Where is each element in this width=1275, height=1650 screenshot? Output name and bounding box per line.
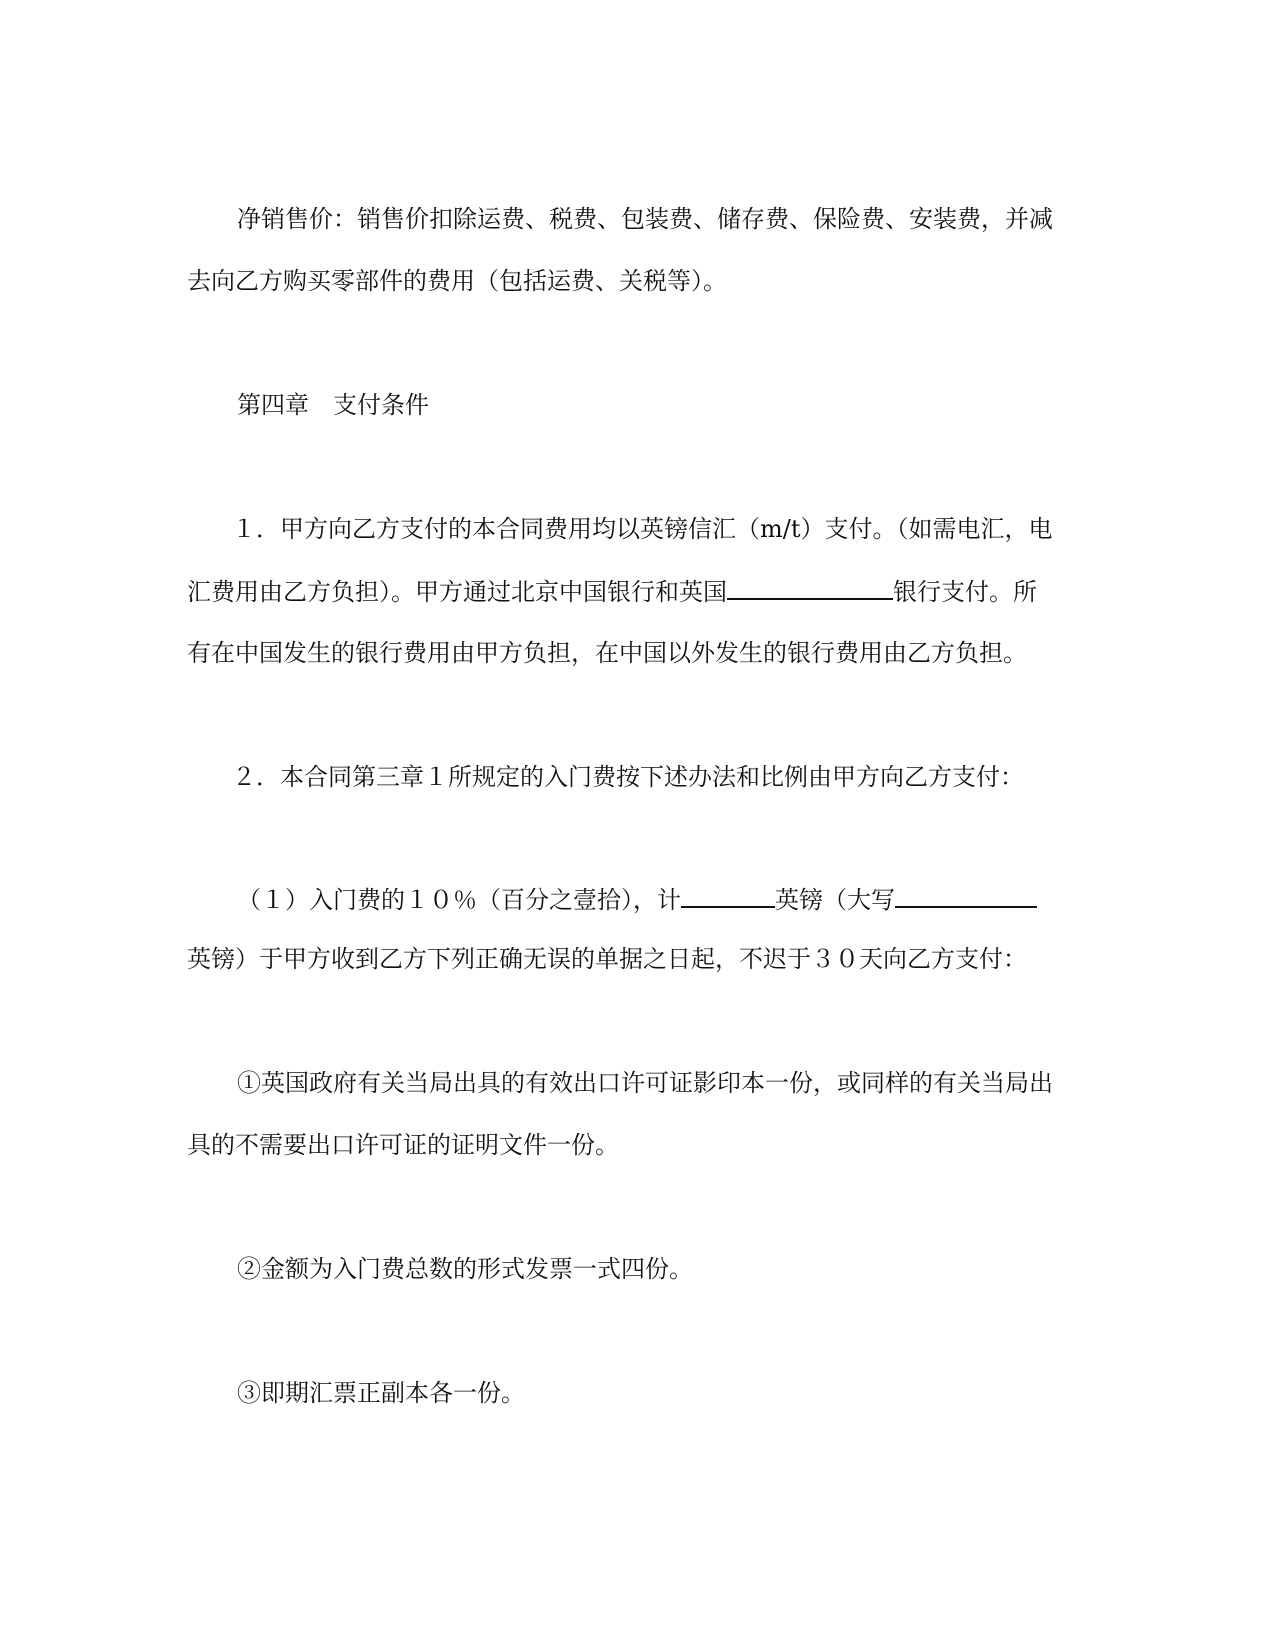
sub-clause-1-line-2: 英镑）于甲方收到乙方下列正确无误的单据之日起，不迟于３０天向乙方支付： [187, 945, 1027, 973]
item-3: ③即期汇票正副本各一份。 [237, 1379, 525, 1407]
item-2: ②金额为入门费总数的形式发票一式四份。 [237, 1255, 693, 1283]
chapter-heading: 第四章 支付条件 [237, 391, 429, 419]
net-price-line-2: 去向乙方购买零部件的费用（包括运费、关税等）。 [187, 267, 727, 295]
sub-clause-1-mid: 英镑（大写 [775, 886, 895, 914]
sub-clause-1-line-1 [237, 884, 1037, 915]
amount-blank [681, 884, 775, 908]
item-1-line-2: 具的不需要出口许可证的证明文件一份。 [187, 1131, 619, 1159]
clause-1-line-1: １．甲方向乙方支付的本合同费用均以英镑信汇（m/t）支付。（如需电汇，电 [232, 515, 1053, 543]
bank-name-blank [727, 576, 893, 600]
sub-clause-1-text: （１）入门费的１０％（百分之壹拾），计 [237, 886, 681, 914]
net-price-line-1: 净销售价：销售价扣除运费、税费、包装费、储存费、保险费、安装费，并减 [237, 205, 1053, 233]
amount-in-words-blank [895, 884, 1037, 908]
clause-2-line-1: ２．本合同第三章１所规定的入门费按下述办法和比例由甲方向乙方支付： [232, 763, 1024, 791]
item-1-line-1: ①英国政府有关当局出具的有效出口许可证影印本一份，或同样的有关当局出 [237, 1069, 1053, 1097]
clause-1-line-2-text: 汇费用由乙方负担）。甲方通过北京中国银行和英国 [187, 578, 727, 606]
clause-1-line-3: 有在中国发生的银行费用由甲方负担，在中国以外发生的银行费用由乙方负担。 [187, 639, 1027, 667]
clause-1-line-2-tail: 银行支付。所 [893, 578, 1037, 606]
clause-1-line-2 [187, 576, 1037, 607]
